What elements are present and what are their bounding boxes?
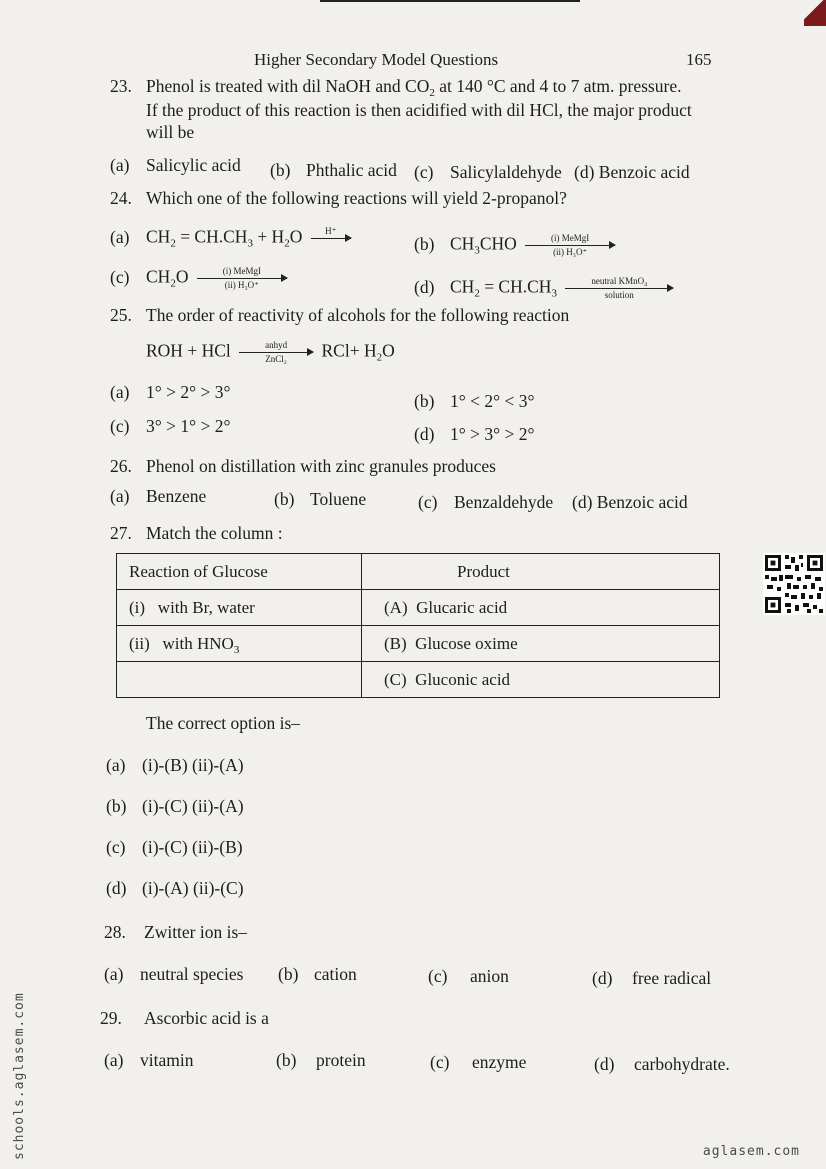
formula: O <box>382 340 395 361</box>
q25-option-a[interactable] <box>110 382 230 403</box>
q29-option-a[interactable] <box>104 1050 193 1071</box>
table-cell: (B) Glucose oxime <box>362 626 720 662</box>
q24-option-d[interactable] <box>414 276 677 301</box>
option-text: Salicylaldehyde <box>450 162 562 182</box>
question-text: at 140 °C and 4 to 7 atm. pressure. <box>434 76 682 96</box>
q24-option-a[interactable] <box>110 226 355 251</box>
subscript: 2 <box>170 277 176 290</box>
formula: CH <box>146 266 171 287</box>
reaction-arrow <box>311 226 351 251</box>
subscript: 2 <box>429 87 435 99</box>
formula: CH <box>146 226 171 247</box>
option-label: (b) <box>276 1050 297 1070</box>
subscript: 2 <box>474 287 480 300</box>
option-label: (c) <box>106 837 126 857</box>
q24-option-c[interactable] <box>110 266 291 291</box>
q26-option-c[interactable] <box>418 492 553 513</box>
page-header-title: Higher Secondary Model Questions <box>254 50 499 69</box>
question-23-line3: will be <box>146 122 195 142</box>
arrow-reagent: (i) MeMgI <box>551 233 590 243</box>
question-29 <box>100 1008 269 1029</box>
question-28 <box>104 922 247 943</box>
option-text: Benzoic acid <box>598 162 690 182</box>
option-text: 1° > 2° > 3° <box>146 382 231 402</box>
option-label: (c) <box>418 492 438 512</box>
question-number: 24. <box>110 188 132 208</box>
option-text: neutral species <box>140 964 244 984</box>
subscript: 2 <box>170 237 176 250</box>
arrow-reagent: (ii) H₃O⁺ <box>553 247 588 257</box>
question-number: 26. <box>110 456 132 476</box>
option-label: (a) <box>110 382 130 402</box>
subscript: 3 <box>551 287 557 300</box>
option-label: (d) <box>592 968 613 988</box>
option-label: (c) <box>414 162 434 182</box>
q25-option-c[interactable] <box>110 416 230 437</box>
q25-option-d[interactable] <box>414 424 534 445</box>
option-label: (d) <box>414 276 435 297</box>
q24-option-b[interactable] <box>414 233 619 258</box>
option-label: (c) <box>110 266 130 287</box>
option-label: (d) <box>414 424 435 444</box>
q27-option-c[interactable] <box>106 837 243 858</box>
q25-equation <box>146 340 395 365</box>
option-text: (i)-(C) (ii)-(A) <box>142 796 244 816</box>
arrow-reagent: H⁺ <box>325 226 337 236</box>
reaction-arrow <box>239 340 313 365</box>
formula: = CH.CH <box>479 276 552 297</box>
subscript: 3 <box>233 643 240 656</box>
option-text: cation <box>314 964 357 984</box>
question-text: Phenol is treated with dil NaOH and CO <box>146 76 430 96</box>
question-text: Which one of the following reactions will yield 2-propanol? <box>146 188 567 208</box>
option-label: (d) <box>572 492 593 512</box>
q25-option-b[interactable] <box>414 391 534 412</box>
option-text: 1° < 2° < 3° <box>450 391 535 411</box>
option-text: Toluene <box>310 489 367 509</box>
q26-option-a[interactable] <box>110 486 206 507</box>
question-23-line2: If the product of this reaction is then acidified with dil HCl, the major product <box>146 100 692 120</box>
table-cell: (A) Glucaric acid <box>362 590 720 626</box>
arrow-reagent: neutral KMnO₄ <box>591 276 648 286</box>
formula: = CH.CH <box>175 226 248 247</box>
option-label: (c) <box>430 1052 450 1072</box>
formula: ROH + HCl <box>146 340 231 361</box>
q23-option-a[interactable] <box>110 155 241 176</box>
q27-correct-option-prompt: The correct option is– <box>146 713 301 733</box>
bottom-right-watermark: aglasem.com <box>702 1144 800 1159</box>
question-27 <box>110 523 283 544</box>
q27-option-b[interactable] <box>106 796 244 817</box>
table-header: Reaction of Glucose <box>117 554 362 590</box>
option-label: (d) <box>594 1054 615 1074</box>
option-label: (a) <box>110 486 130 506</box>
q28-option-a[interactable] <box>104 964 244 985</box>
option-label: (c) <box>110 416 130 436</box>
side-watermark: schools.aglasem.com <box>12 992 27 1160</box>
formula: O <box>175 266 189 287</box>
option-text: carbohydrate. <box>634 1054 730 1074</box>
match-table <box>116 553 720 698</box>
q29-option-d[interactable] <box>594 1054 730 1075</box>
option-label: (c) <box>428 966 448 986</box>
arrow-reagent: solution <box>604 290 634 300</box>
question-number: 25. <box>110 305 132 325</box>
option-text: enzyme <box>472 1052 527 1072</box>
table-header-row <box>117 554 720 590</box>
q29-option-b[interactable] <box>276 1050 366 1071</box>
option-text: Benzaldehyde <box>454 492 554 512</box>
reaction-arrow <box>565 276 673 301</box>
subscript: 3 <box>247 237 253 250</box>
option-label: (b) <box>414 391 435 411</box>
option-text: anion <box>470 966 509 986</box>
reaction-arrow <box>197 266 287 291</box>
option-text: Benzene <box>146 486 207 506</box>
question-24 <box>110 188 567 209</box>
question-number: 27. <box>110 523 132 543</box>
q23-option-d[interactable] <box>574 162 690 183</box>
table-header: Product <box>362 554 720 590</box>
formula: CHO <box>479 233 517 254</box>
option-label: (d) <box>106 878 127 898</box>
question-number: 23. <box>110 76 132 96</box>
formula: CH <box>450 233 475 254</box>
option-label: (a) <box>110 226 130 247</box>
option-text: Phthalic acid <box>306 160 397 180</box>
subscript: 2 <box>376 351 383 364</box>
formula: O <box>289 226 303 247</box>
reaction-arrow <box>525 233 615 258</box>
subscript: 2 <box>284 237 290 250</box>
q28-option-c[interactable] <box>428 966 509 987</box>
page-top-edge <box>320 0 580 2</box>
option-text: protein <box>316 1050 366 1070</box>
q23-option-c[interactable] <box>414 162 562 183</box>
arrow-reagent: anhyd <box>265 340 288 350</box>
q27-option-a[interactable] <box>106 755 244 776</box>
question-text: Ascorbic acid is a <box>144 1008 269 1028</box>
option-text: (i)-(C) (ii)-(B) <box>142 837 243 857</box>
option-label: (b) <box>278 964 299 984</box>
arrow-reagent: (i) MeMgI <box>222 266 261 276</box>
formula: + H <box>252 226 285 247</box>
table-row <box>117 626 720 662</box>
option-text: Benzoic acid <box>596 492 688 512</box>
option-label: (a) <box>104 964 124 984</box>
option-text: 3° > 1° > 2° <box>146 416 231 436</box>
option-text: vitamin <box>140 1050 194 1070</box>
option-label: (a) <box>106 755 126 775</box>
option-label: (b) <box>106 796 127 816</box>
arrow-reagent: (ii) H₃O⁺ <box>224 280 259 290</box>
subscript: 3 <box>474 244 480 257</box>
page-number: 165 <box>686 50 712 69</box>
cell-text: (ii) with HNO <box>129 633 234 653</box>
option-label: (d) <box>574 162 595 182</box>
question-text: The order of reactivity of alcohols for the following reaction <box>146 305 570 325</box>
q26-option-d[interactable] <box>572 492 688 513</box>
table-cell <box>117 662 362 698</box>
table-cell: (C) Gluconic acid <box>362 662 720 698</box>
q23-option-b[interactable] <box>270 160 397 181</box>
option-label: (b) <box>274 489 295 509</box>
formula: CH <box>450 276 475 297</box>
table-row <box>117 662 720 698</box>
question-number: 28. <box>104 922 126 942</box>
question-26 <box>110 456 496 477</box>
table-row <box>117 590 720 626</box>
option-text: 1° > 3° > 2° <box>450 424 535 444</box>
table-cell: (i) with Br, water <box>117 590 362 626</box>
q29-option-c[interactable] <box>430 1052 526 1073</box>
option-text: free radical <box>632 968 712 988</box>
q27-option-d[interactable] <box>106 878 244 899</box>
question-23 <box>110 76 681 97</box>
q28-option-b[interactable] <box>278 964 357 985</box>
option-label: (b) <box>414 233 435 254</box>
q26-option-b[interactable] <box>274 489 366 510</box>
option-text: (i)-(A) (ii)-(C) <box>142 878 244 898</box>
page-corner-mark <box>804 0 826 26</box>
question-25 <box>110 305 569 326</box>
question-text: Zwitter ion is– <box>144 922 248 942</box>
arrow-reagent: ZnCl₂ <box>265 354 287 364</box>
option-text: (i)-(B) (ii)-(A) <box>142 755 244 775</box>
formula: RCl+ H <box>321 340 377 361</box>
question-text: Phenol on distillation with zinc granules produces <box>146 456 496 476</box>
q28-option-d[interactable] <box>592 968 711 989</box>
table-cell <box>117 626 362 662</box>
option-label: (b) <box>270 160 291 180</box>
question-number: 29. <box>100 1008 122 1028</box>
option-label: (a) <box>110 155 130 175</box>
option-text: Salicylic acid <box>146 155 241 175</box>
question-text: Match the column : <box>146 523 283 543</box>
qr-code-icon <box>763 553 825 615</box>
option-label: (a) <box>104 1050 124 1070</box>
